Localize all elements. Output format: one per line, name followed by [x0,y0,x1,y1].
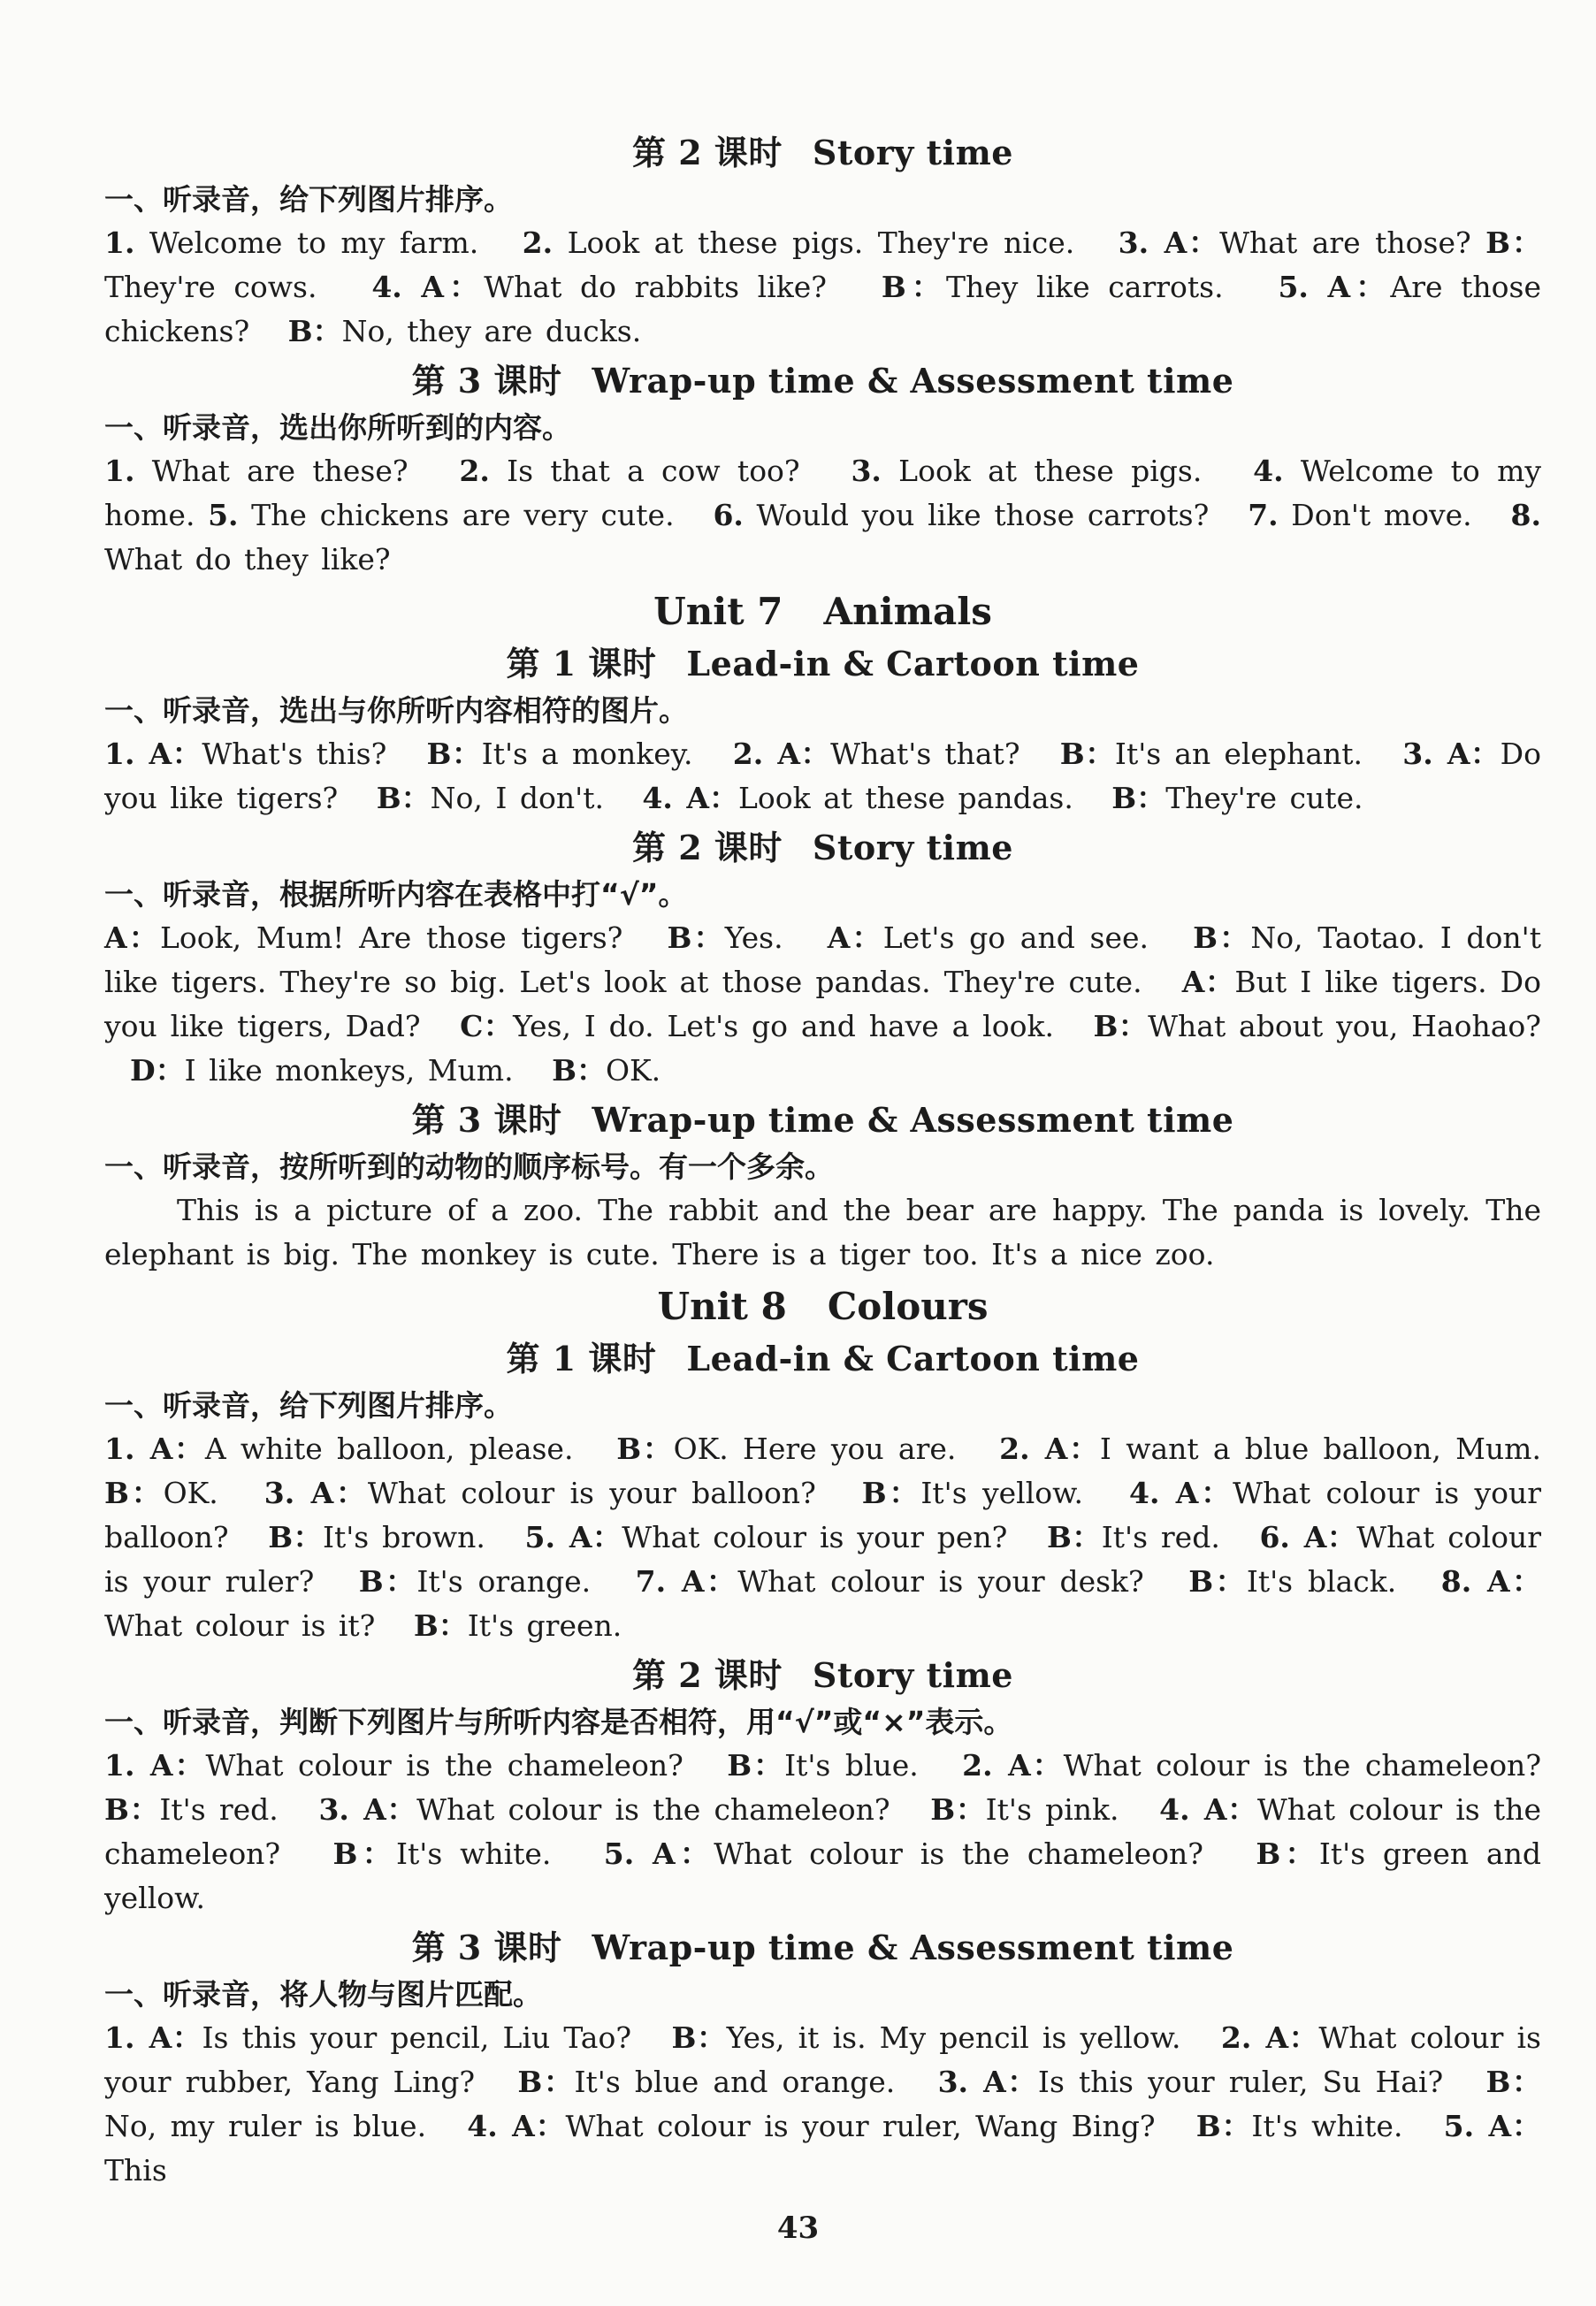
lesson-number: 第 1 课时 [506,1339,657,1378]
lesson-name: Story time [812,133,1013,172]
exercise-instruction: 一、听录音，给下列图片排序。 [104,182,513,217]
exercise-instruction: 一、听录音，选出与你所听内容相符的图片。 [104,693,688,728]
lesson-section [104,1655,1541,1920]
lesson-number: 第 1 课时 [506,644,657,683]
lesson-section [104,644,1541,821]
exercise-instruction: 一、听录音，给下列图片排序。 [104,1388,513,1423]
lesson-number: 第 3 课时 [411,1100,562,1140]
lesson-number: 第 2 课时 [632,828,783,867]
lesson-name: Lead-in & Cartoon time [686,644,1140,683]
unit-title [104,589,1541,635]
unit-number: Unit 8 [657,1285,787,1328]
lesson-title [104,644,1541,684]
exercise-instruction: 一、听录音，判断下列图片与所听内容是否相符，用“√”或“×”表示。 [104,1705,1013,1739]
lesson-number: 第 3 课时 [411,1928,562,1967]
listening-script: A：Look, Mum! Are those tigers? B：Yes. A：Let's go and see. B：No, Taotao. I don't like tigers. They're so big. Let's look at those pandas. They're cute. A：But I like tigers. Do you like tigers, Dad? C：Yes, I do. Let's go and have a look. B：What about you, Haohao? D：I like monkeys, Mum. B：OK. [104,920,1542,1088]
listening-script: 1. A：What colour is the chameleon? B：It's blue. 2. A：What colour is the chameleon? B：It's red. 3. A：What colour is the chameleon? B：It's pink. 4. A：What colour is the chameleon? B：It's white. 5. A：What colour is the chameleon? B：It's green and yellow. [104,1748,1542,1915]
exercise-instruction: 一、听录音，按所听到的动物的顺序标号。有一个多余。 [104,1149,834,1184]
lesson-title [104,1100,1541,1141]
lesson-name: Wrap-up time & Assessment time [592,1928,1234,1967]
lesson-name: Story time [812,828,1013,867]
lesson-title [104,361,1541,401]
lesson-title [104,1655,1541,1696]
lesson-section [104,1928,1541,2193]
listening-script: This is a picture of a zoo. The rabbit and the bear are happy. The panda is lovely. The elephant is big. The monkey is cute. There is a tiger too. It's a nice zoo. [104,1193,1541,1271]
listening-script: 1. A：What's this? B：It's a monkey. 2. A：What's that? B：It's an elephant. 3. A：Do you like tigers? B：No, I don't. 4. A：Look at these pandas. B：They're cute. [104,737,1541,815]
lesson-title [104,133,1541,173]
lesson-name: Wrap-up time & Assessment time [592,361,1234,401]
page-number: 43 [776,2211,820,2246]
lesson-title [104,1928,1541,1968]
listening-script: 1. A：Is this your pencil, Liu Tao? B：Yes, it is. My pencil is yellow. 2. A：What colour is your rubber, Yang Ling? B：It's blue and orange. 3. A：Is this your ruler, Su Hai? B：No, my ruler is blue. 4. A：What colour is your ruler, Wang Bing? B：It's white. 5. A：This [104,2020,1541,2188]
unit-name: Animals [823,590,992,633]
lesson-section [104,828,1541,1093]
lesson-section [104,133,1541,354]
listening-script: 1. What are these? 2. Is that a cow too? 3. Look at these pigs. 4. Welcome to my home. 5. The chickens are very cute. 6. Would you like those carrots? 7. Don't move. 8. What do they like? [104,454,1541,576]
lesson-title [104,1339,1541,1379]
lesson-section [104,1100,1541,1277]
listening-script: 1. Welcome to my farm. 2. Look at these pigs. They're nice. 3. A：What are those? B：They're cows. 4. A：What do rabbits like? B：They like carrots. 5. A：Are those chickens? B：No, they are ducks. [104,225,1541,348]
unit-name: Colours [827,1285,989,1328]
lesson-number: 第 2 课时 [632,133,783,172]
lesson-section [104,1339,1541,1648]
lesson-section [104,361,1541,582]
lesson-name: Lead-in & Cartoon time [686,1339,1140,1378]
lesson-name: Wrap-up time & Assessment time [592,1100,1234,1140]
exercise-instruction: 一、听录音，根据所听内容在表格中打“√”。 [104,877,688,912]
answer-key-page [104,133,1541,2200]
unit-number: Unit 7 [653,590,783,633]
lesson-name: Story time [812,1655,1013,1695]
lesson-number: 第 2 课时 [632,1655,783,1695]
exercise-instruction: 一、听录音，将人物与图片匹配。 [104,1977,542,2012]
unit-title [104,1284,1541,1330]
exercise-instruction: 一、听录音，选出你所听到的内容。 [104,410,571,445]
listening-script: 1. A：A white balloon, please. B：OK. Here you are. 2. A：I want a blue balloon, Mum. B：OK. 3. A：What colour is your balloon? B：It's yellow. 4. A：What colour is your balloon? B：It's brown. 5. A：What colour is your pen? B：It's red. 6. A：What colour is your ruler? B：It's orange. 7. A：What colour is your desk? B：It's black. 8. A：What colour is it? B：It's green. [104,1432,1542,1643]
lesson-number: 第 3 课时 [411,361,562,401]
lesson-title [104,828,1541,868]
